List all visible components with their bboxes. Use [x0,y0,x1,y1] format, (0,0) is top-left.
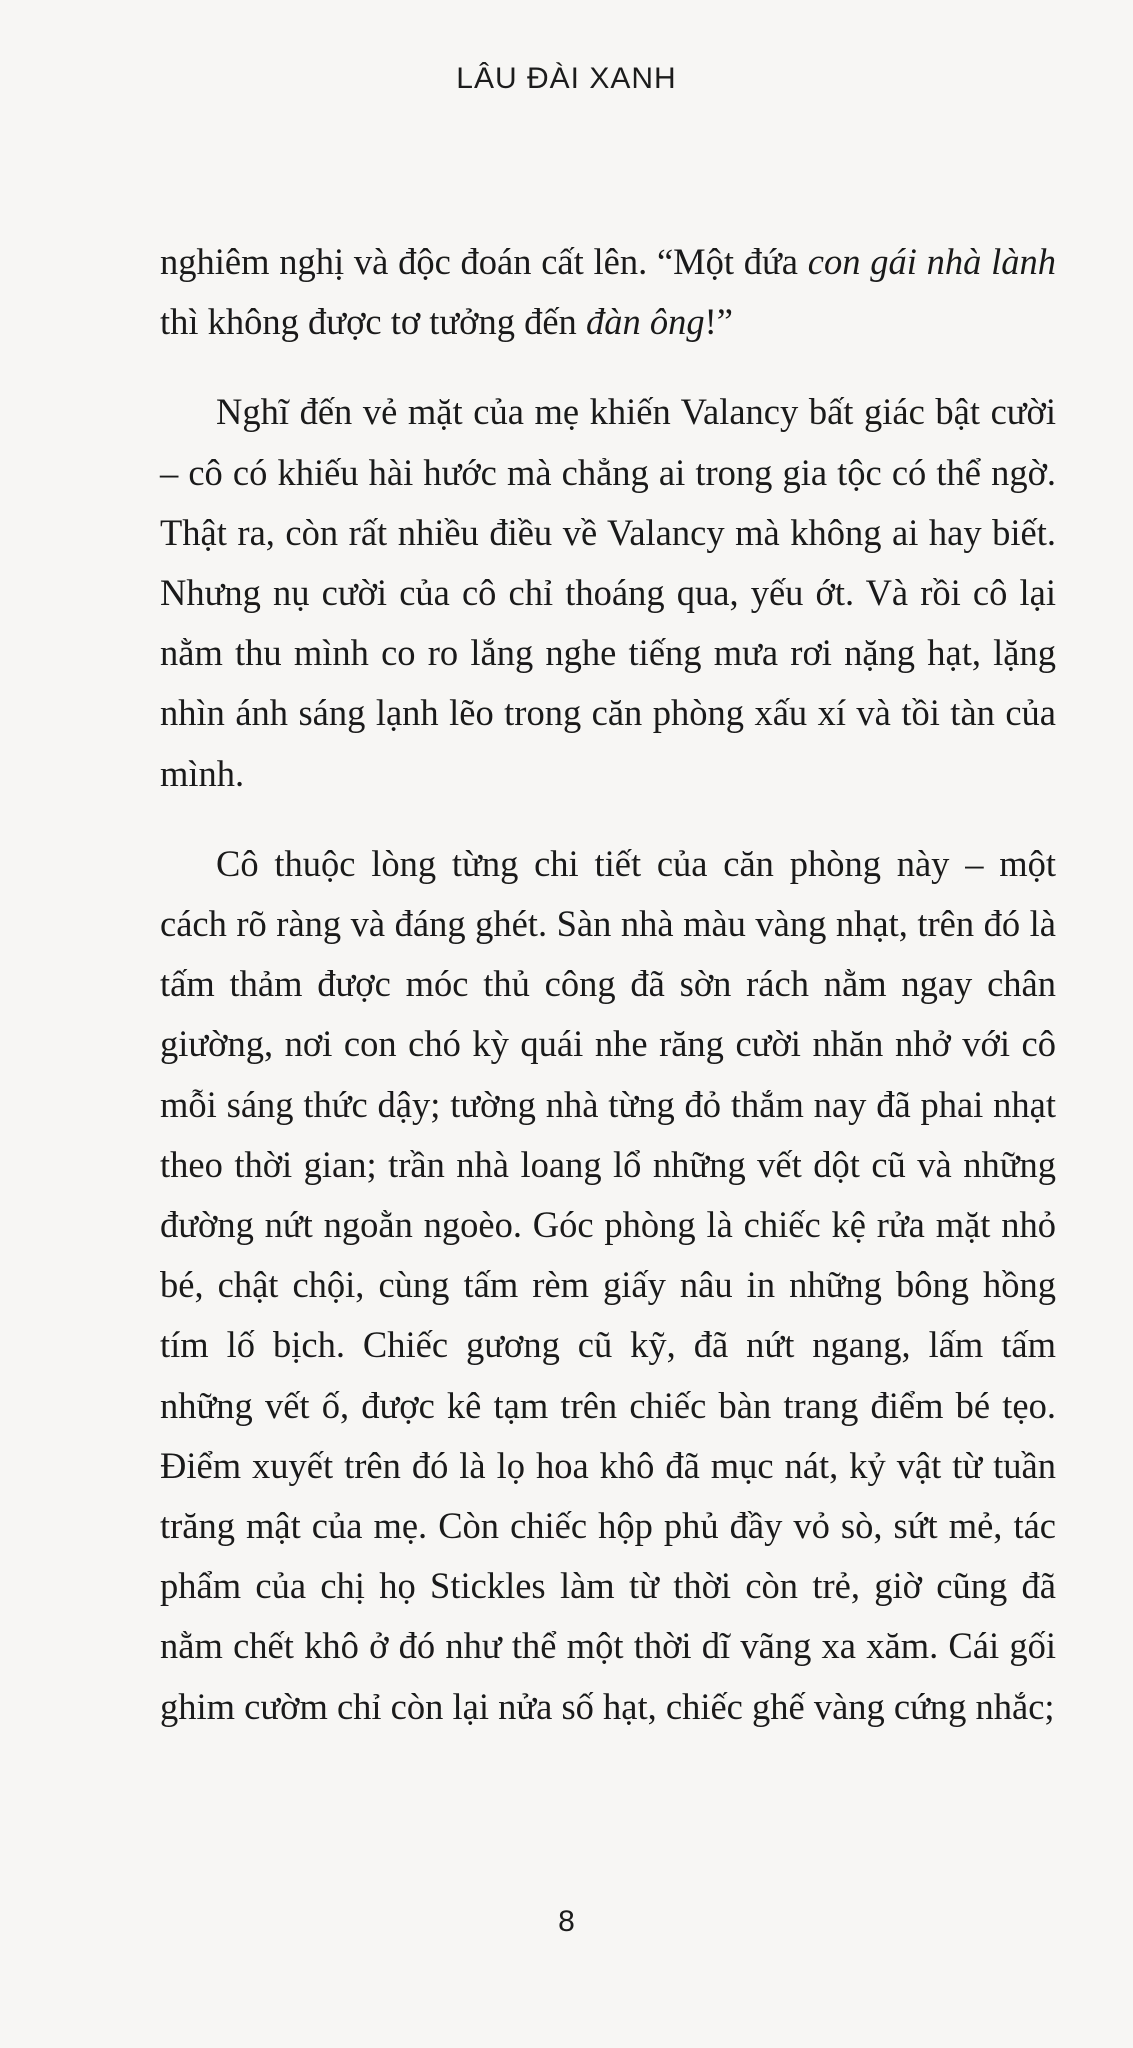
body-text [160,232,1056,1737]
text-segment: thì không được tơ tưởng đến [160,301,586,343]
page-number: 8 [558,1905,575,1938]
running-header: LÂU ĐÀI XANH [456,62,677,95]
italic-text-segment: con gái nhà lành [807,241,1056,282]
text-segment: Nghĩ đến vẻ mặt của mẹ khiến Valancy bất giác bật cười – cô có khiếu hài hước mà chẳng ai trong gia tộc có thể ngờ. Thật ra, còn rất nhiều điều về Valancy mà không ai hay biết. Nhưng nụ cười của cô chỉ thoáng qua, yếu ớt. Và rồi cô lại nằm thu mình co ro lắng nghe tiếng mưa rơi nặng hạt, lặng nhìn ánh sáng lạnh lẽo trong căn phòng xấu xí và tồi tàn của mình. [160,391,1056,794]
text-segment: !” [704,301,733,343]
text-segment: Cô thuộc lòng từng chi tiết của căn phòng này – một cách rõ ràng và đáng ghét. Sàn nhà màu vàng nhạt, trên đó là tấm thảm được móc thủ công đã sờn rách nằm ngay chân giường, nơi con chó kỳ quái nhe răng cười nhăn nhở với cô mỗi sáng thức dậy; tường nhà từng đỏ thắm nay đã phai nhạt theo thời gian; trần nhà loang lổ những vết dột cũ và những đường nứt ngoằn ngoèo. Góc phòng là chiếc kệ rửa mặt nhỏ bé, chật chội, cùng tấm rèm giấy nâu in những bông hồng tím lố bịch. Chiếc gương cũ kỹ, đã nứt ngang, lấm tấm những vết ố, được kê tạm trên chiếc bàn trang điểm bé tẹo. Điểm xuyết trên đó là lọ hoa khô đã mục nát, kỷ vật từ tuần trăng mật của mẹ. Còn chiếc hộp phủ đầy vỏ sò, sứt mẻ, tác phẩm của chị họ Stickles làm từ thời còn trẻ, giờ cũng đã nằm chết khô ở đó như thể một thời dĩ vãng xa xăm. Cái gối ghim cườm chỉ còn lại nửa số hạt, chiếc ghế vàng cứng nhắc; [160,842,1056,1727]
paragraph-2 [160,382,1056,803]
text-segment: nghiêm nghị và độc đoán cất lên. “Một đứa [160,241,808,282]
italic-text-segment: đàn ông [585,301,705,343]
paragraph-1 [160,232,1056,352]
paragraph-3 [160,834,1056,1737]
